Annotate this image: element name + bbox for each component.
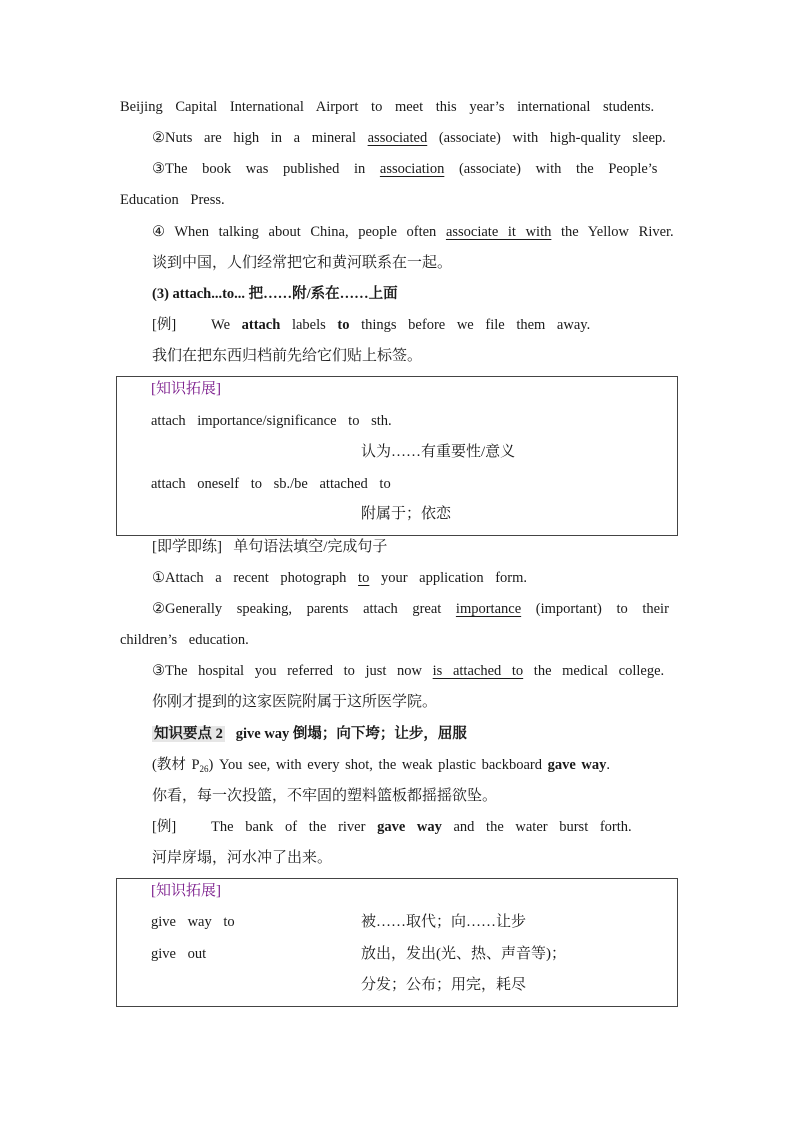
phrase-en: give out <box>151 946 207 962</box>
example-text: The bank of the river <box>211 819 378 835</box>
phrase-cn: 被……取代；向……让步 <box>361 914 527 930</box>
textbook-quote <box>152 755 610 779</box>
exercise-text: ③The hospital you referred to just now <box>152 663 433 679</box>
quote-text: ) You see, with every shot, the weak plastic backboard <box>208 757 548 773</box>
exercise-text: the medical college. <box>523 663 665 679</box>
example-text: and the water burst forth. <box>441 819 632 835</box>
textbook-quote-translation: 你看，每一次投篮，不牢固的塑料篮板都摇摇欲坠。 <box>152 788 498 804</box>
example-sentence <box>152 817 632 837</box>
phrase-cn: 认为……有重要性/意义 <box>361 444 516 460</box>
example-translation: 我们在把东西归档前先给它们贴上标签。 <box>152 348 423 364</box>
knowledge-extension-title: [知识拓展] <box>151 381 221 397</box>
exercise-text: your application form. <box>369 570 528 586</box>
knowledge-point-heading <box>152 724 467 744</box>
example-text: labels <box>280 317 338 333</box>
phrase-en: give way to <box>151 914 235 930</box>
knowledge-point-title: give way 倒塌；向下垮；让步，屈服 <box>235 726 467 742</box>
practice-instruction: 单句语法填空/完成句子 <box>233 539 388 555</box>
knowledge-extension-box <box>116 878 678 1007</box>
exercise-item-2 <box>152 128 666 148</box>
phrase-cn: 放出，发出(光、热、声音等)； <box>361 946 566 962</box>
exercise-text: (important) to their <box>521 601 669 617</box>
exercise-item-4-translation: 谈到中国，人们经常把它和黄河联系在一起。 <box>152 255 453 271</box>
example-translation: 河岸庌塌，河水冲了出来。 <box>152 850 333 866</box>
keyword: to <box>337 317 350 333</box>
example-tag: [例] <box>152 317 177 333</box>
answer-blank: is attached to <box>432 663 524 679</box>
source-page: 26 <box>199 764 209 774</box>
practice-item-3-translation: 你刚才提到的这家医院附属于这所医学院。 <box>152 694 438 710</box>
knowledge-extension-title: [知识拓展] <box>151 883 221 899</box>
phrase-cn: 附属于；依恋 <box>361 506 452 522</box>
phrase-en: attach importance/significance to sth. <box>151 413 392 429</box>
source-ref: (教材 P <box>152 757 200 773</box>
example-tag: [例] <box>152 819 177 835</box>
example-text: We <box>211 317 242 333</box>
exercise-item-3-cont: Education Press. <box>120 192 225 208</box>
exercise-item-3 <box>152 159 657 179</box>
exercise-text: the Yellow River. <box>551 224 674 240</box>
example-sentence <box>152 315 590 335</box>
knowledge-extension-box <box>116 376 678 536</box>
keyword: gave way <box>547 757 607 773</box>
answer-blank: importance <box>455 601 522 617</box>
practice-header <box>152 537 387 557</box>
exercise-text: ③The book was published in <box>152 161 380 177</box>
keyword: gave way <box>377 819 442 835</box>
exercise-text: (associate) with the People’s <box>444 161 658 177</box>
exercise-text: ①Attach a recent photograph <box>152 570 359 586</box>
answer-blank: association <box>379 161 445 177</box>
practice-tag: [即学即练] <box>152 539 222 555</box>
exercise-text: ④ When talking about China, people often <box>152 224 446 240</box>
knowledge-point-tag: 知识要点 2 <box>154 726 223 742</box>
keyword: attach <box>241 317 281 333</box>
exercise-text: ②Generally speaking, parents attach great <box>152 601 456 617</box>
practice-item-2 <box>152 599 669 619</box>
exercise-text: ②Nuts are high in a mineral <box>152 130 368 146</box>
section-heading-attach-to: (3) attach...to... 把……附/系在……上面 <box>152 286 398 302</box>
exercise-text: (associate) with high-quality sleep. <box>427 130 666 146</box>
phrase-en: attach oneself to sb./be attached to <box>151 476 391 492</box>
practice-item-1 <box>152 568 527 588</box>
answer-blank: associate it with <box>445 224 552 240</box>
exercise-item-4 <box>152 222 674 242</box>
answer-blank: associated <box>367 130 428 146</box>
practice-item-2-cont: children’s education. <box>120 632 249 648</box>
exercise-line-continued: Beijing Capital International Airport to meet this year’s international students. <box>120 99 655 115</box>
answer-blank: to <box>358 570 370 586</box>
practice-item-3 <box>152 661 664 681</box>
phrase-cn: 分发；公布；用完，耗尽 <box>361 977 527 993</box>
example-text: things before we file them away. <box>349 317 591 333</box>
quote-text: . <box>606 757 611 773</box>
